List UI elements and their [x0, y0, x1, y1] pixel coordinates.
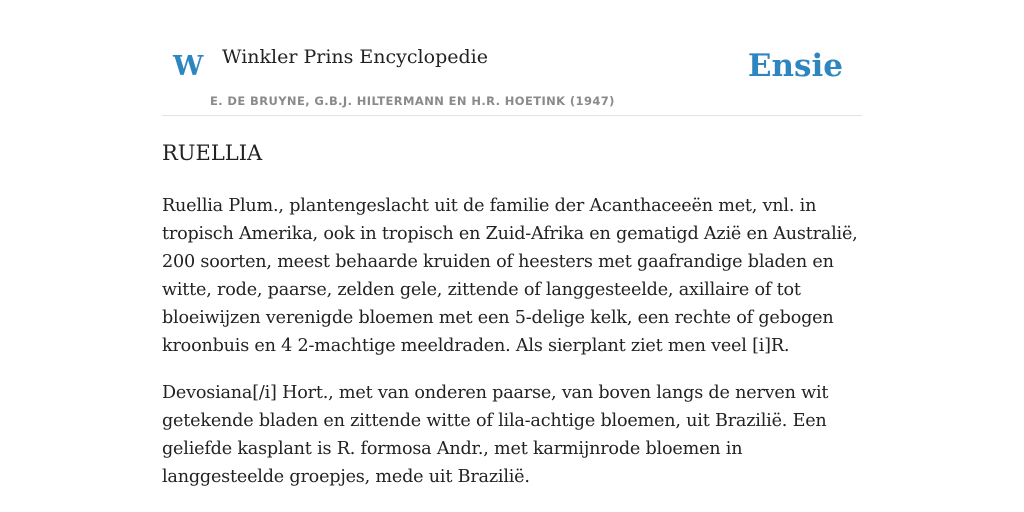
article-paragraph: Devosiana[/i] Hort., met van onderen paarse, van boven langs de nerven wit getekende bladen en zittende witte of lila-achtige bloemen, uit Brazilië. Een geliefde kasplant is R. formosa Andr., met karmijnrode bloemen in langgesteelde groepjes, mede uit Brazilië. [162, 383, 829, 487]
article-paragraph: Ruellia Plum., plantengeslacht uit de familie der Acanthaceeën met, vnl. in tropisch Amerika, ook in tropisch en Zuid-Afrika en gematigd Azië en Australië, 200 soorten, meest behaarde kruiden of heesters met gaafrandige bladen en witte, rode, paarse, zelden gele, zittende of langgesteelde, axillaire of tot bloeiwijzen verenigde bloemen met een 5-delige kelk, een rechte of gebogen kroonbuis en 4 2-machtige meeldraden. Als sierplant ziet men veel [i]R. [162, 196, 858, 356]
source-authors: E. DE BRUYNE, G.B.J. HILTERMANN EN H.R. HOETINK (1947) [210, 94, 615, 108]
encyclopedia-title: Winkler Prins Encyclopedie [222, 46, 488, 68]
source-header [162, 40, 862, 116]
ensie-brand-link[interactable]: Ensie [747, 48, 843, 84]
article-title: RUELLIA [162, 141, 263, 165]
winkler-prins-logo: W [173, 51, 204, 82]
article-body [162, 192, 862, 510]
